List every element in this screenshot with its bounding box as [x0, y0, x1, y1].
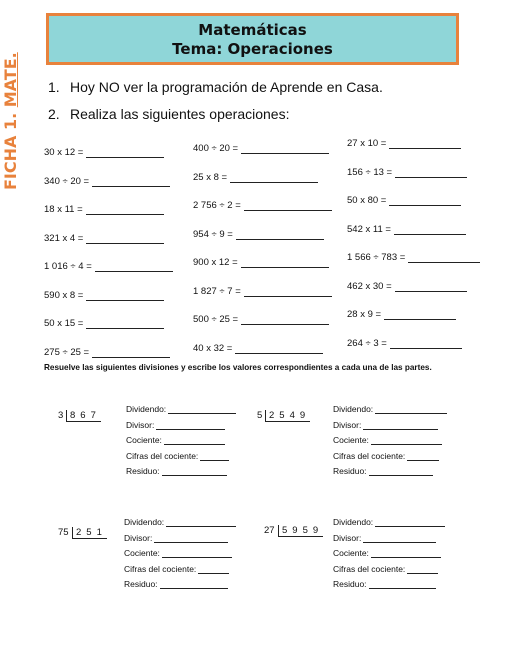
- operation-text: 156 ÷ 13 =: [347, 166, 393, 178]
- answer-line[interactable]: [241, 266, 329, 268]
- operation-col1-3: [44, 204, 164, 215]
- operation-text: 50 x 80 =: [347, 195, 387, 206]
- operation-text: 340 ÷ 20 =: [44, 175, 90, 187]
- operation-col3-1: [347, 138, 461, 149]
- division-4-field-2: [333, 533, 436, 543]
- operation-col2-2: [193, 172, 318, 183]
- operation-text: 590 x 8 =: [44, 289, 84, 301]
- field-label: Dividendo:: [333, 517, 374, 527]
- answer-line[interactable]: [394, 233, 466, 235]
- field-label: Cifras del cociente:: [333, 450, 406, 461]
- operation-text: 50 x 15 =: [44, 318, 84, 329]
- division-1-field-5: [126, 466, 227, 476]
- answer-line[interactable]: [95, 270, 173, 272]
- division-1-field-2: [126, 420, 225, 430]
- division-4-field-5: [333, 579, 436, 589]
- answer-line[interactable]: [92, 185, 170, 187]
- answer-line[interactable]: [235, 352, 323, 354]
- division-3-field-2: [124, 533, 228, 543]
- field-label: Dividendo:: [124, 517, 165, 527]
- operation-col1-5: [44, 261, 173, 272]
- field-label: Residuo:: [124, 579, 158, 589]
- operation-text: 400 ÷ 20 =: [193, 143, 239, 154]
- instruction-2: [48, 106, 289, 122]
- answer-line[interactable]: [408, 261, 480, 263]
- operation-text: 500 ÷ 25 =: [193, 314, 239, 325]
- answer-line[interactable]: [389, 204, 461, 206]
- division-1-field-4: [126, 451, 229, 461]
- field-answer-line[interactable]: [363, 541, 436, 543]
- answer-line[interactable]: [389, 147, 461, 149]
- answer-line[interactable]: [244, 295, 332, 297]
- answer-line[interactable]: [395, 176, 467, 178]
- field-answer-line[interactable]: [369, 587, 436, 589]
- answer-line[interactable]: [86, 327, 164, 329]
- operation-col3-2: [347, 167, 467, 178]
- answer-line[interactable]: [241, 323, 329, 325]
- field-answer-line[interactable]: [200, 459, 229, 461]
- division-3-field-5: [124, 579, 228, 589]
- divisor: 3: [58, 410, 64, 421]
- operation-text: 1 016 ÷ 4 =: [44, 261, 92, 272]
- field-label: Divisor:: [333, 532, 362, 543]
- operation-text: 40 x 32 =: [193, 342, 233, 354]
- field-answer-line[interactable]: [162, 556, 232, 558]
- field-answer-line[interactable]: [363, 428, 438, 430]
- field-answer-line[interactable]: [168, 412, 236, 414]
- field-answer-line[interactable]: [198, 572, 229, 574]
- operation-col1-6: [44, 290, 164, 301]
- field-label: Cifras del cociente:: [124, 563, 197, 574]
- operation-text: 542 x 11 =: [347, 223, 391, 235]
- dividend: 5959: [278, 525, 323, 537]
- answer-line[interactable]: [92, 356, 170, 358]
- field-label: Divisor:: [124, 532, 153, 543]
- answer-line[interactable]: [86, 242, 164, 244]
- field-answer-line[interactable]: [371, 556, 441, 558]
- division-1-field-1: [126, 404, 236, 414]
- operation-text: 462 x 30 =: [347, 280, 392, 292]
- operation-col1-7: [44, 318, 164, 329]
- division-1-field-3: [126, 435, 225, 445]
- dividend: 251: [72, 527, 107, 539]
- division-2-field-2: [333, 420, 438, 430]
- dividend: 2549: [265, 410, 310, 422]
- answer-line[interactable]: [86, 213, 164, 215]
- operation-col2-6: [193, 286, 332, 297]
- field-label: Residuo:: [333, 579, 367, 589]
- operation-col2-4: [193, 229, 324, 240]
- division-2-field-5: [333, 466, 433, 476]
- operation-col1-1: [44, 147, 164, 158]
- operation-col1-8: [44, 347, 170, 358]
- field-label: Cifras del cociente:: [333, 563, 406, 574]
- field-answer-line[interactable]: [369, 474, 433, 476]
- field-answer-line[interactable]: [375, 525, 445, 527]
- answer-line[interactable]: [384, 318, 456, 320]
- field-label: Cociente:: [126, 435, 162, 445]
- side-label: [1, 52, 20, 190]
- operation-text: 28 x 9 =: [347, 309, 382, 320]
- side-label-underlined: MATE.: [1, 52, 20, 108]
- division-4-field-4: [333, 564, 438, 574]
- operation-text: 264 ÷ 3 =: [347, 337, 387, 349]
- operation-col2-1: [193, 143, 329, 154]
- field-label: Divisor:: [126, 419, 155, 430]
- division-4-field-1: [333, 517, 445, 527]
- answer-line[interactable]: [395, 290, 467, 292]
- division-2-field-1: [333, 404, 447, 414]
- topic-title: Tema: Operaciones: [172, 40, 333, 58]
- field-label: Cociente:: [333, 548, 369, 558]
- operation-col2-5: [193, 257, 329, 268]
- divisor: 75: [58, 527, 69, 538]
- operation-text: 1 827 ÷ 7 =: [193, 285, 241, 297]
- operation-text: 25 x 8 =: [193, 171, 228, 183]
- instruction-text: Hoy NO ver la programación de Aprende en Casa.: [70, 79, 383, 95]
- operation-col3-3: [347, 195, 461, 206]
- operation-col3-4: [347, 224, 466, 235]
- field-label: Dividendo:: [333, 404, 374, 414]
- division-2-field-3: [333, 435, 442, 445]
- field-answer-line[interactable]: [407, 459, 439, 461]
- field-label: Cociente:: [333, 435, 369, 445]
- division-3-field-4: [124, 564, 229, 574]
- field-answer-line[interactable]: [375, 412, 447, 414]
- answer-line[interactable]: [86, 299, 164, 301]
- field-label: Dividendo:: [126, 404, 167, 414]
- field-answer-line[interactable]: [164, 443, 225, 445]
- divisor: 5: [257, 410, 263, 421]
- field-answer-line[interactable]: [407, 572, 438, 574]
- division-4-field-3: [333, 548, 441, 558]
- field-answer-line[interactable]: [160, 587, 228, 589]
- instruction-number: 1.: [48, 79, 60, 95]
- divisor: 27: [264, 525, 275, 536]
- operation-col2-7: [193, 314, 329, 325]
- instruction-text: Realiza las siguientes operaciones:: [70, 106, 290, 122]
- operation-text: 1 566 ÷ 783 =: [347, 252, 406, 263]
- field-answer-line[interactable]: [371, 443, 442, 445]
- field-label: Residuo:: [333, 466, 367, 476]
- field-answer-line[interactable]: [166, 525, 236, 527]
- side-label-prefix: FICHA 1.: [1, 107, 20, 190]
- answer-line[interactable]: [236, 238, 324, 240]
- operation-col3-6: [347, 281, 467, 292]
- division-3-field-1: [124, 517, 236, 527]
- operation-text: 30 x 12 =: [44, 147, 84, 158]
- title-box: [46, 13, 459, 65]
- division-3-field-3: [124, 548, 232, 558]
- operation-col2-3: [193, 200, 332, 211]
- instruction-1: [48, 79, 383, 95]
- answer-line[interactable]: [86, 156, 164, 158]
- field-answer-line[interactable]: [156, 428, 225, 430]
- operation-col2-8: [193, 343, 323, 354]
- answer-line[interactable]: [244, 209, 332, 211]
- operation-text: 900 x 12 =: [193, 257, 238, 268]
- answer-line[interactable]: [390, 347, 462, 349]
- operation-text: 954 ÷ 9 =: [193, 228, 233, 240]
- field-answer-line[interactable]: [154, 541, 228, 543]
- operation-text: 321 x 4 =: [44, 232, 84, 244]
- operation-text: 27 x 10 =: [347, 138, 387, 149]
- operation-text: 18 x 11 =: [44, 204, 83, 215]
- operation-text: 275 ÷ 25 =: [44, 346, 90, 358]
- operation-col1-4: [44, 233, 164, 244]
- field-answer-line[interactable]: [162, 474, 227, 476]
- operation-col3-8: [347, 338, 462, 349]
- field-label: Cifras del cociente:: [126, 450, 199, 461]
- instruction-number: 2.: [48, 106, 60, 122]
- operation-col1-2: [44, 176, 170, 187]
- dividend: 867: [66, 410, 101, 422]
- subject-title: Matemáticas: [198, 21, 307, 39]
- field-label: Divisor:: [333, 419, 362, 430]
- operation-text: 2 756 ÷ 2 =: [193, 200, 241, 211]
- divisions-instruction: Resuelve las siguientes divisiones y escribe los valores correspondientes a cada una de las partes.: [44, 363, 432, 372]
- operation-col3-5: [347, 252, 480, 263]
- answer-line[interactable]: [230, 181, 318, 183]
- operation-col3-7: [347, 309, 456, 320]
- answer-line[interactable]: [241, 152, 329, 154]
- field-label: Residuo:: [126, 466, 160, 476]
- division-2-field-4: [333, 451, 439, 461]
- field-label: Cociente:: [124, 548, 160, 558]
